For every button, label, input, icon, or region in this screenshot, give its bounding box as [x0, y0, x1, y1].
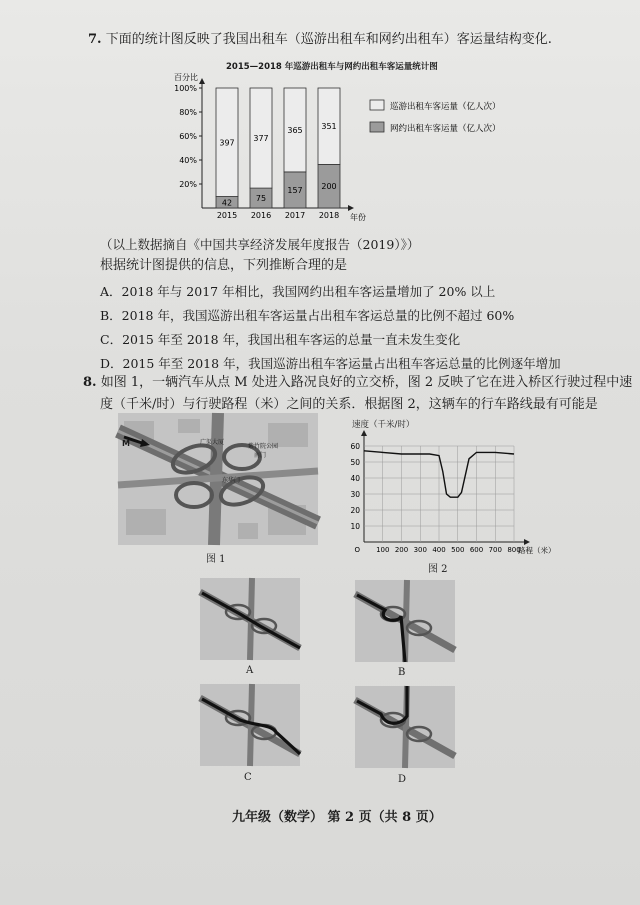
q7-option-b[interactable]: B．2018 年，我国巡游出租车客运量占出租车客运总量的比例不超过 60% — [100, 308, 515, 323]
line-xtick-label: 700 — [488, 546, 502, 554]
q7-option-a[interactable]: A．2018 年与 2017 年相比，我国网约出租车客运量增加了 20% 以上 — [100, 284, 496, 299]
interchange-map-icon — [118, 413, 318, 545]
line-xtick-label: 500 — [451, 546, 465, 554]
bar-ytick-label: 100% — [174, 84, 197, 93]
line-xtick-label: 400 — [432, 546, 446, 554]
bar-label-cruising: 397 — [219, 138, 235, 148]
line-x-arrow — [524, 539, 530, 545]
bar-ylabel: 百分比 — [174, 73, 198, 82]
q8-line2: 度（千米/时）与行驶路程（米）之间的关系．根据图 2，这辆车的行车路线最有可能是 — [100, 397, 598, 412]
speed-distance-chart — [340, 428, 556, 560]
bar-ytick-label: 80% — [179, 108, 197, 117]
map-label-m: M — [122, 439, 130, 448]
choice-a-map[interactable] — [200, 578, 300, 658]
q7-option-d[interactable]: D．2015 年至 2018 年，我国巡游出租车客运量占出租车客运总量的比例逐年增加 — [100, 356, 561, 371]
choice-a-label: A — [246, 665, 254, 676]
line-ytick-label: 60 — [350, 442, 360, 451]
chart-title: 2015—2018 年巡游出租车与网约出租车客运量统计图 — [226, 62, 438, 72]
figure1-caption: 图 1 — [206, 554, 226, 565]
bar-xtick-label: 2016 — [250, 211, 272, 220]
choice-d-map[interactable] — [355, 686, 455, 768]
line-ytick-label: 10 — [350, 522, 360, 531]
line-ytick-label: 20 — [350, 506, 360, 515]
line-origin-label: O — [354, 546, 360, 554]
bar-label-online: 42 — [221, 198, 233, 208]
line-ytick-label: 30 — [350, 490, 360, 499]
choice-b-label: B — [398, 667, 406, 678]
bar-label-online: 75 — [255, 194, 267, 204]
bar-ytick-label: 60% — [179, 132, 197, 141]
bar-label-cruising: 351 — [321, 122, 337, 132]
line-xtick-label: 800 — [507, 546, 521, 554]
map-label-4: 东华门 — [222, 477, 241, 484]
q7-option-c[interactable]: C．2015 年至 2018 年，我国出租车客运的总量一直未发生变化 — [100, 332, 461, 347]
page-footer: 九年级（数学） 第 2 页（共 8 页） — [232, 810, 442, 825]
bar-y-arrow — [199, 78, 205, 84]
line-y-arrow — [361, 430, 367, 436]
legend-swatch — [370, 122, 384, 132]
q8-line1-text: 如图 1，一辆汽车从点 M 处进入路况良好的立交桥，图 2 反映了它在进入桥区行驶过程中速 — [100, 375, 633, 390]
q7-stem — [88, 31, 552, 49]
q8-number: 8. — [83, 375, 97, 390]
line-ytick-label: 40 — [350, 474, 360, 483]
q7-source: （以上数据摘自《中国共享经济发展年度报告（2019）》） — [100, 237, 420, 252]
line-xtick-label: 200 — [394, 546, 409, 554]
interchange-route-icon — [200, 578, 300, 660]
line-xlabel: 路程（米） — [518, 546, 556, 555]
map-label-3: 南门 — [254, 452, 267, 459]
interchange-route-icon — [200, 684, 300, 766]
line-xtick-label: 100 — [376, 546, 390, 554]
map-label-1: 广渠大厦 — [200, 439, 225, 446]
legend-label: 巡游出租车客运量（亿人次） — [390, 102, 501, 112]
figure2-caption: 图 2 — [428, 564, 448, 575]
map-label-2: 紫竹院公园 — [248, 443, 279, 450]
bar-ytick-label: 40% — [179, 156, 197, 165]
interchange-route-icon — [355, 580, 455, 662]
line-xtick-label: 600 — [469, 546, 484, 554]
bar-label-online: 157 — [287, 185, 303, 195]
q7-prompt: 根据统计图提供的信息，下列推断合理的是 — [100, 258, 348, 273]
bar-xlabel: 年份 — [350, 213, 366, 222]
line-xtick-label: 300 — [413, 546, 427, 554]
interchange-route-icon — [355, 686, 455, 768]
choice-c-map[interactable] — [200, 684, 300, 766]
q7-number: 7. — [88, 32, 102, 47]
bar-x-arrow — [348, 205, 354, 211]
bar-ytick-label: 20% — [179, 180, 197, 189]
q8-line1 — [83, 374, 632, 392]
line-ytick-label: 50 — [350, 458, 360, 467]
bar-label-cruising: 377 — [253, 134, 269, 144]
choice-b-map[interactable] — [355, 580, 455, 660]
bar-label-online: 200 — [321, 182, 337, 192]
choice-c-label: C — [244, 772, 252, 783]
figure1-map — [118, 413, 318, 545]
bar-label-cruising: 365 — [287, 125, 303, 135]
q7-stem-text: 下面的统计图反映了我国出租车（巡游出租车和网约出租车）客运量结构变化. — [105, 32, 552, 47]
legend-swatch — [370, 100, 384, 110]
choice-d-label: D — [398, 774, 407, 785]
map-road-vertical — [250, 684, 252, 766]
stacked-bar-chart — [160, 68, 540, 228]
bar-xtick-label: 2018 — [318, 211, 340, 220]
legend-label: 网约出租车客运量（亿人次） — [390, 124, 501, 134]
bar-xtick-label: 2015 — [216, 211, 238, 220]
bar-xtick-label: 2017 — [284, 211, 306, 220]
line-chart-ylabel: 速度（千米/时） — [352, 420, 415, 430]
